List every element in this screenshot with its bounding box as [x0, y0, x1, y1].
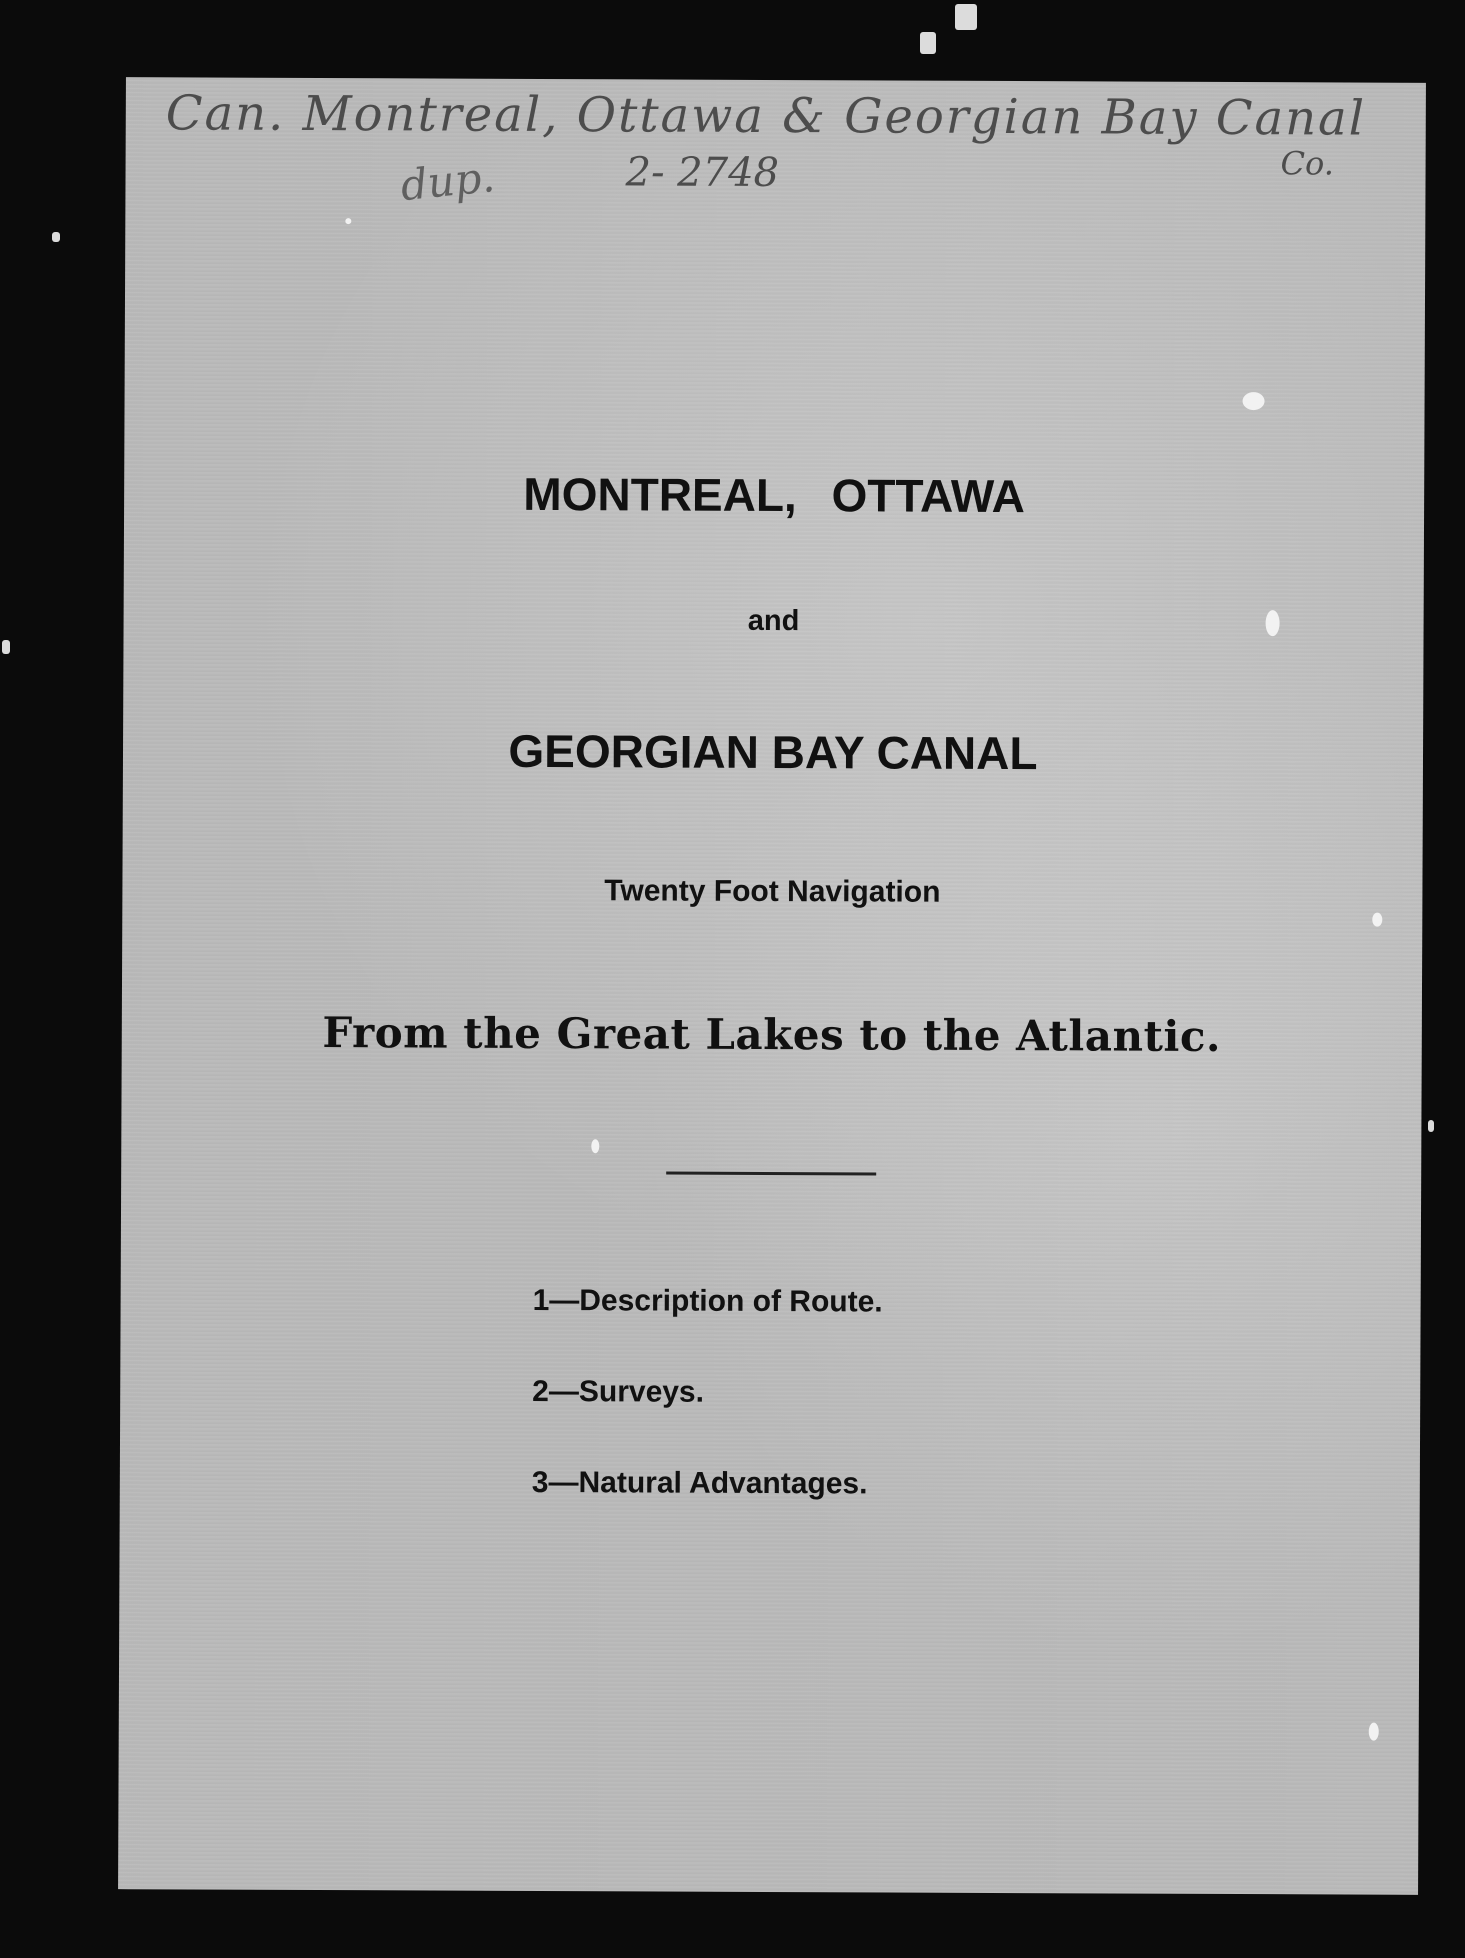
film-mark	[52, 232, 60, 242]
film-mark	[2, 640, 10, 654]
contents-item: 1—Description of Route.	[532, 1283, 883, 1319]
handwritten-annotation-title: Can. Montreal, Ottawa & Georgian Bay Canal	[165, 85, 1367, 147]
subtitle: Twenty Foot Navigation	[604, 874, 941, 909]
film-mark	[1428, 1120, 1434, 1132]
film-mark	[920, 32, 936, 54]
paper-speck	[1369, 1723, 1379, 1741]
tagline: From the Great Lakes to the Atlantic.	[322, 1008, 1222, 1061]
title-line-1: MONTREAL, OTTAWA	[523, 467, 1026, 523]
paper-speck	[345, 218, 351, 224]
contents-item: 2—Surveys.	[532, 1374, 705, 1409]
paper-speck	[591, 1139, 599, 1153]
title-line-2: and	[747, 604, 800, 638]
handwritten-annotation-number: 2- 2748	[625, 149, 780, 197]
contents-list	[532, 1284, 883, 1559]
document-page	[118, 77, 1426, 1895]
handwritten-annotation-co: Co.	[1280, 144, 1335, 183]
paper-speck	[1266, 610, 1280, 636]
paper-speck	[1243, 392, 1265, 410]
paper-speck	[1372, 913, 1382, 927]
divider-rule	[666, 1172, 876, 1176]
title-line-3: GEORGIAN BAY CANAL	[508, 724, 1038, 780]
film-mark	[955, 4, 977, 30]
contents-item: 3—Natural Advantages.	[531, 1465, 868, 1501]
handwritten-annotation-dup: dup.	[398, 151, 497, 211]
